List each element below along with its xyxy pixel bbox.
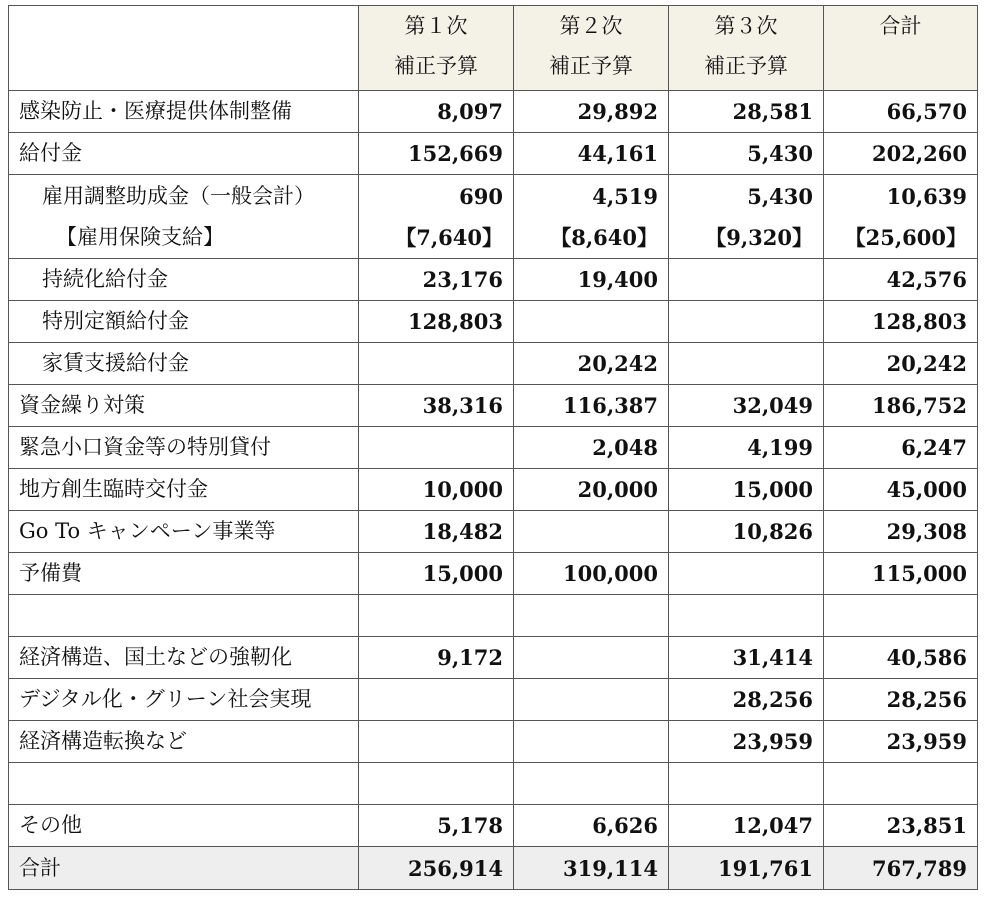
table-body (9, 91, 978, 890)
cell-total: 115,000 (824, 553, 978, 595)
cell-second (514, 175, 669, 259)
table-row (9, 469, 978, 511)
cell-total: 45,000 (824, 469, 978, 511)
table-row (9, 175, 978, 259)
cell-second: 100,000 (514, 553, 669, 595)
cell-total: 128,803 (824, 301, 978, 343)
cell-total: 767,789 (824, 847, 978, 890)
cell-first: 18,482 (359, 511, 514, 553)
empty-cell (669, 595, 824, 637)
cell-third: 4,199 (669, 427, 824, 469)
cell-second (514, 511, 669, 553)
cell-first: 15,000 (359, 553, 514, 595)
cell-second (514, 679, 669, 721)
cell-total: 23,959 (824, 721, 978, 763)
table-row (9, 679, 978, 721)
table-row (9, 721, 978, 763)
spacer-row (9, 595, 978, 637)
cell-first (359, 175, 514, 259)
row-label: 地方創生臨時交付金 (9, 469, 359, 511)
cell-third: 10,826 (669, 511, 824, 553)
cell-value-bracket: 【9,320】 (705, 224, 813, 250)
cell-total: 23,851 (824, 805, 978, 847)
table-row (9, 301, 978, 343)
table-row (9, 511, 978, 553)
cell-value-bracket: 【8,640】 (550, 224, 658, 250)
table-row (9, 343, 978, 385)
empty-cell (824, 595, 978, 637)
cell-value: 4,519 (592, 183, 658, 209)
header-total (824, 6, 978, 91)
cell-second (514, 721, 669, 763)
cell-second: 19,400 (514, 259, 669, 301)
empty-cell (9, 595, 359, 637)
row-label: 持続化給付金 (9, 259, 359, 301)
header-text: 補正予算 (549, 54, 633, 78)
cell-second: 319,114 (514, 847, 669, 890)
cell-third: 28,581 (669, 91, 824, 133)
cell-third (669, 259, 824, 301)
empty-cell (514, 595, 669, 637)
header-first-supplementary (359, 6, 514, 91)
cell-total: 6,247 (824, 427, 978, 469)
header-text: 第１次 (404, 14, 468, 38)
cell-first (359, 679, 514, 721)
empty-cell (359, 595, 514, 637)
cell-third: 23,959 (669, 721, 824, 763)
header-text: 第２次 (559, 14, 623, 38)
empty-cell (9, 763, 359, 805)
table-row (9, 385, 978, 427)
cell-third (669, 553, 824, 595)
cell-total: 66,570 (824, 91, 978, 133)
cell-second (514, 301, 669, 343)
cell-value: 5,430 (747, 183, 813, 209)
empty-cell (359, 763, 514, 805)
header-second-supplementary (514, 6, 669, 91)
table-row (9, 805, 978, 847)
cell-first: 9,172 (359, 637, 514, 679)
row-label-line: 【雇用保険支給】 (56, 224, 224, 249)
empty-cell (514, 763, 669, 805)
cell-total: 42,576 (824, 259, 978, 301)
row-label (9, 175, 359, 259)
row-label-line: 雇用調整助成金（一般会計） (42, 183, 315, 208)
cell-first (359, 343, 514, 385)
table-row (9, 259, 978, 301)
table-row (9, 553, 978, 595)
cell-value-bracket: 【25,600】 (844, 224, 967, 250)
header-text: 補正予算 (394, 54, 478, 78)
cell-total: 40,586 (824, 637, 978, 679)
cell-third: 5,430 (669, 133, 824, 175)
row-label: 予備費 (9, 553, 359, 595)
cell-third (669, 343, 824, 385)
cell-first: 5,178 (359, 805, 514, 847)
row-label: その他 (9, 805, 359, 847)
cell-second: 44,161 (514, 133, 669, 175)
cell-total: 186,752 (824, 385, 978, 427)
total-row (9, 847, 978, 890)
header-third-supplementary (669, 6, 824, 91)
empty-cell (669, 763, 824, 805)
cell-first: 8,097 (359, 91, 514, 133)
cell-third (669, 175, 824, 259)
row-label: 合計 (9, 847, 359, 890)
cell-third: 191,761 (669, 847, 824, 890)
cell-second: 20,000 (514, 469, 669, 511)
cell-third (669, 301, 824, 343)
table-row (9, 133, 978, 175)
cell-first: 23,176 (359, 259, 514, 301)
cell-first: 256,914 (359, 847, 514, 890)
cell-value: 10,639 (886, 183, 967, 209)
cell-total: 20,242 (824, 343, 978, 385)
row-label: Go To キャンペーン事業等 (9, 511, 359, 553)
row-label: 経済構造転換など (9, 721, 359, 763)
cell-second: 2,048 (514, 427, 669, 469)
cell-second: 29,892 (514, 91, 669, 133)
row-label: デジタル化・グリーン社会実現 (9, 679, 359, 721)
header-text: 補正予算 (704, 54, 788, 78)
spacer-row (9, 763, 978, 805)
row-label: 給付金 (9, 133, 359, 175)
cell-second: 116,387 (514, 385, 669, 427)
row-label: 感染防止・医療提供体制整備 (9, 91, 359, 133)
row-label: 資金繰り対策 (9, 385, 359, 427)
row-label: 家賃支援給付金 (9, 343, 359, 385)
cell-total (824, 175, 978, 259)
cell-total: 29,308 (824, 511, 978, 553)
cell-third: 28,256 (669, 679, 824, 721)
row-label: 特別定額給付金 (9, 301, 359, 343)
row-label: 緊急小口資金等の特別貸付 (9, 427, 359, 469)
table-row (9, 637, 978, 679)
budget-table (8, 5, 978, 890)
header-text: 合計 (879, 14, 922, 38)
cell-first: 38,316 (359, 385, 514, 427)
table-row (9, 91, 978, 133)
cell-total: 202,260 (824, 133, 978, 175)
header-text: 第３次 (714, 14, 778, 38)
header-blank-cell (9, 6, 359, 91)
cell-first: 10,000 (359, 469, 514, 511)
cell-third: 31,414 (669, 637, 824, 679)
cell-first (359, 427, 514, 469)
cell-second: 20,242 (514, 343, 669, 385)
cell-value-bracket: 【7,640】 (395, 224, 503, 250)
cell-third: 15,000 (669, 469, 824, 511)
cell-second (514, 637, 669, 679)
table-row (9, 427, 978, 469)
row-label: 経済構造、国土などの強靭化 (9, 637, 359, 679)
cell-total: 28,256 (824, 679, 978, 721)
empty-cell (824, 763, 978, 805)
cell-second: 6,626 (514, 805, 669, 847)
cell-third: 32,049 (669, 385, 824, 427)
cell-third: 12,047 (669, 805, 824, 847)
cell-first: 128,803 (359, 301, 514, 343)
cell-first (359, 721, 514, 763)
cell-value: 690 (459, 183, 503, 209)
table-header (9, 6, 978, 91)
cell-first: 152,669 (359, 133, 514, 175)
